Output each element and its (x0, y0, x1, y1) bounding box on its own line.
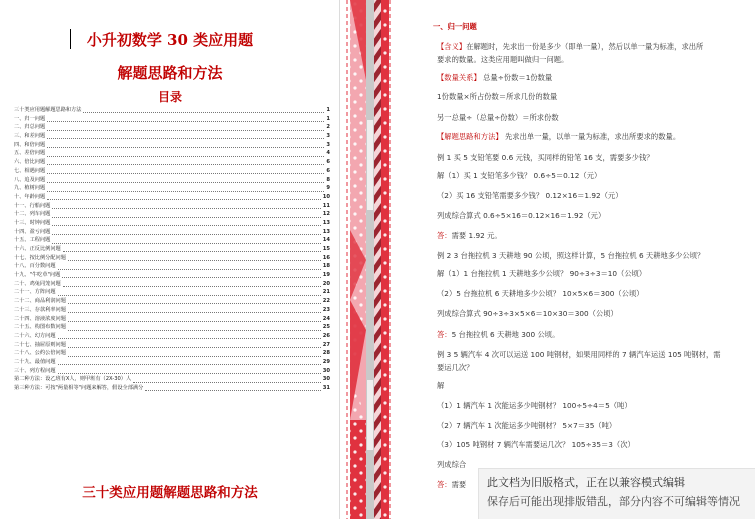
toc-leader-dots (47, 194, 321, 200)
ribbon-graphic (340, 0, 395, 519)
answer-label: 答： (437, 480, 452, 489)
toc-leader-dots (47, 133, 324, 139)
paragraph-line: （3）105 吨钢材 7 辆汽车需要运几次？ 105÷35＝3（次） (437, 440, 635, 449)
toc-entry[interactable] (14, 184, 330, 193)
toc-leader-dots (68, 325, 321, 331)
toc-entry[interactable] (14, 271, 330, 280)
toc-entry-title: 十、年龄问题 (14, 193, 46, 200)
toc-page-number: 24 (322, 315, 330, 322)
toc-heading: 目录 (157, 90, 182, 104)
toc-leader-dots (47, 186, 324, 192)
paragraph-line: 要运几次？ (437, 363, 474, 372)
toc-entry[interactable] (14, 210, 330, 219)
paragraph-line: 列成综合算式 0.6÷5×16＝0.12×16＝1.92（元） (437, 211, 606, 220)
toc-page-number: 6 (326, 167, 330, 174)
toc-leader-dots (68, 351, 321, 357)
toc-leader-dots (68, 316, 321, 322)
toc-page-number: 28 (322, 350, 330, 357)
toc-entry-title: 二十、鸡兔同笼问题 (14, 280, 61, 287)
toc-leader-dots (52, 220, 320, 226)
toc-page-number: 18 (322, 263, 330, 270)
paragraph-line: 1份数量×所占份数＝所求几份的数量 (437, 92, 558, 101)
toc-page-number: 9 (326, 185, 330, 192)
toc-page-number: 13 (322, 219, 330, 226)
toc-entry[interactable] (14, 323, 330, 332)
paragraph-line: 【含义】在解题时，先求出一份是多少（即单一量），然后以单一量为标准，求出所 (437, 42, 704, 51)
toc-leader-dots (52, 212, 320, 218)
paragraph-line: 答：需要 1.92 元。 (437, 231, 502, 240)
toc-entry[interactable] (14, 341, 330, 350)
compatibility-mode-notice[interactable] (478, 468, 755, 519)
toc-leader-dots (145, 385, 320, 391)
paragraph-line: 例 3 5 辆汽车 4 次可以运送 100 吨钢材，如果用同样的 7 辆汽车运送 105 吨钢材，需 (437, 350, 721, 359)
toc-page-number: 12 (322, 211, 330, 218)
toc-entry[interactable] (14, 358, 330, 367)
toc-leader-dots (52, 203, 320, 209)
toc-leader-dots (68, 255, 321, 261)
toc-page-number: 1 (326, 115, 330, 122)
toc-entry-title: 二、归总问题 (14, 124, 46, 131)
toc-leader-dots (47, 151, 324, 157)
toc-entry[interactable] (14, 367, 330, 376)
section-title: 三十类应用题解题思路和方法 (82, 485, 258, 501)
toc-entry-title: 二十八、公约公倍问题 (14, 350, 66, 357)
toc-leader-dots (58, 333, 321, 339)
toc-entry-title: 三十、列方程问题 (14, 367, 56, 374)
toc-leader-dots (83, 107, 324, 113)
paragraph-line: 【数量关系】 总量÷份数＝1份数量 (437, 73, 553, 82)
decorative-ribbon (340, 0, 395, 519)
toc-page-number: 1 (326, 107, 330, 113)
toc-leader-dots (62, 272, 320, 278)
toc-entry-title: 十九、"牛吃草"问题 (14, 272, 61, 279)
paragraph-line: （2）5 台拖拉机 6 天耕地多少公顷？ 10×5×6＝300（公顷） (437, 289, 644, 298)
toc-entry[interactable] (14, 245, 330, 254)
toc-leader-dots (47, 168, 324, 174)
toc-page-number: 29 (322, 358, 330, 365)
toc-page-number: 16 (322, 254, 330, 261)
text-cursor (70, 29, 71, 49)
term-label: 【解题思路和方法】 (437, 132, 503, 141)
toc-entry-title: 十五、工程问题 (14, 237, 51, 244)
toc-entry[interactable] (14, 332, 330, 341)
toc-entry[interactable] (14, 176, 330, 185)
toc-entry[interactable] (14, 149, 330, 158)
toc-leader-dots (68, 307, 321, 313)
toc-entry[interactable] (14, 315, 330, 324)
toc-leader-dots (47, 116, 324, 122)
paragraph-line: 另一总量÷（总量÷份数）＝所求份数 (437, 113, 559, 122)
paragraph-line: 列成综合 (437, 460, 467, 469)
paragraph-line: 【解题思路和方法】 先求出单一量，以单一量为标准，求出所要求的数量。 (437, 132, 681, 141)
toc-leader-dots (58, 290, 321, 296)
toc-entry-title: 七、相遇问题 (14, 167, 46, 174)
paragraph-line: （1）1 辆汽车 1 次能运多少吨钢材？ 100÷5÷4＝5（吨） (437, 401, 632, 410)
toc-entry[interactable] (14, 297, 330, 306)
toc-entry-title: 一、归一问题 (14, 115, 46, 122)
toc-entry-title: 十六、正反比例问题 (14, 246, 61, 252)
paragraph-line: 答：5 台拖拉机 6 天耕地 300 公顷。 (437, 330, 560, 339)
toc-page-number: 4 (326, 150, 330, 157)
toc-leader-dots (52, 238, 320, 244)
toc-page-number: 14 (322, 237, 330, 244)
toc-entry[interactable] (14, 228, 330, 237)
toc-leader-dots (47, 177, 324, 183)
toc-entry-title: 十三、时钟问题 (14, 219, 51, 226)
toc-page-number: 11 (322, 202, 330, 209)
toc-page-number: 6 (326, 159, 330, 166)
toc-page-number: 15 (322, 246, 330, 252)
toc-page-number: 30 (322, 367, 330, 374)
toc-page-number: 3 (326, 133, 330, 140)
toc-entry[interactable] (14, 219, 330, 228)
term-label: 【数量关系】 (437, 73, 481, 82)
toc-page-number: 19 (322, 272, 330, 279)
toc-entry[interactable] (14, 375, 330, 384)
toc-leader-dots (47, 159, 324, 165)
toc-entry[interactable] (14, 288, 330, 297)
toc-entry[interactable] (14, 106, 330, 115)
toc-entry-title: 十二、列车问题 (14, 211, 51, 218)
toc-leader-dots (68, 298, 321, 304)
toc-page-number: 30 (322, 376, 330, 383)
toc-entry-title: 十八、百分数问题 (14, 263, 56, 270)
toc-entry-title: 五、差倍问题 (14, 150, 46, 157)
toc-entry-title: 九、植树问题 (14, 185, 46, 192)
paragraph-line: 解 (437, 381, 445, 390)
toc-leader-dots (63, 246, 321, 252)
toc-entry-title: 三十类应用题解题思路和方法 (14, 107, 82, 113)
toc-leader-dots (58, 359, 321, 365)
toc-leader-dots (47, 142, 324, 148)
toc-leader-dots (133, 377, 321, 383)
document-page-left (0, 0, 340, 519)
toc-page-number: 8 (326, 176, 330, 183)
paragraph-line: 解（1）买 1 支铅笔多少钱？ 0.6÷5＝0.12（元） (437, 171, 602, 180)
toc-entry-title: 第二种方法：设乙班有X人，则甲班有（2X-30）人 (14, 376, 132, 383)
notice-title: 此文档为旧版格式，正在以兼容模式编辑 (487, 476, 685, 489)
toc-page-number: 23 (322, 306, 330, 313)
toc-page-number: 10 (322, 193, 330, 200)
toc-page-number: 25 (322, 324, 330, 331)
toc-entry[interactable] (14, 236, 330, 245)
toc-entry[interactable] (14, 349, 330, 358)
toc-entry[interactable] (14, 115, 330, 124)
document-subtitle: 解题思路和方法 (117, 64, 223, 82)
paragraph-line: 要求的数量。这类应用题叫做归一问题。 (437, 55, 569, 64)
toc-entry-title: 二十五、构图布数问题 (14, 324, 66, 331)
toc-entry-title: 二十二、商品利润问题 (14, 298, 66, 305)
toc-page-number: 21 (322, 289, 330, 296)
document-page-right (395, 0, 755, 519)
toc-entry[interactable] (14, 167, 330, 176)
toc-entry-title: 二十九、最值问题 (14, 358, 56, 365)
paragraph-line: （2）买 16 支铅笔需要多少钱？ 0.12×16＝1.92（元） (437, 191, 623, 200)
toc-page-number: 20 (322, 280, 330, 287)
toc-entry[interactable] (14, 141, 330, 150)
toc-page-number: 13 (322, 228, 330, 235)
toc-page-number: 22 (322, 298, 330, 305)
term-label: 【含义】 (437, 42, 467, 51)
toc-entry[interactable] (14, 280, 330, 289)
toc-entry[interactable] (14, 123, 330, 132)
answer-label: 答： (437, 330, 452, 339)
toc-page-number: 3 (326, 141, 330, 148)
toc-leader-dots (52, 229, 320, 235)
paragraph-line: 例 1 买 5 支铅笔要 0.6 元钱，买同样的铅笔 16 支，需要多少钱？ (437, 153, 654, 162)
toc-entry-title: 四、和倍问题 (14, 141, 46, 148)
toc-leader-dots (58, 264, 321, 270)
paragraph-line: 例 2 3 台拖拉机 3 天耕地 90 公顷，照这样计算，5 台拖拉机 6 天耕地多少公顷？ (437, 251, 705, 260)
toc-entry[interactable] (14, 384, 330, 393)
paragraph-line: 列成综合算式 90÷3÷3×5×6＝10×30＝300（公顷） (437, 309, 618, 318)
toc-entry-title: 二十七、抽屉原则问题 (14, 341, 66, 348)
toc-page-number: 31 (322, 385, 330, 391)
toc-entry-title: 六、倍比问题 (14, 159, 46, 166)
toc-entry[interactable] (14, 193, 330, 202)
toc-entry-title: 二十三、存款利率问题 (14, 306, 66, 313)
toc-entry-title: 二十六、幻方问题 (14, 332, 56, 339)
paragraph-line: （2）7 辆汽车 1 次能运多少吨钢材？ 5×7＝35（吨） (437, 421, 617, 430)
toc-entry[interactable] (14, 132, 330, 141)
toc-entry-title: 第三种方法：可按"两量相等"问题来解答，假设全部满分 (14, 385, 144, 391)
notice-detail: 保存后可能出现排版错乱，部分内容不可编辑等情况 (487, 495, 740, 508)
toc-entry-title: 十一、行船问题 (14, 202, 51, 209)
paragraph-line: 答：需要 (437, 480, 467, 489)
toc-leader-dots (47, 125, 324, 131)
toc-entry-title: 十七、按比例分配问题 (14, 254, 66, 261)
toc-entry[interactable] (14, 158, 330, 167)
toc-entry-title: 十四、盈亏问题 (14, 228, 51, 235)
toc-entry[interactable] (14, 254, 330, 263)
toc-entry[interactable] (14, 262, 330, 271)
toc-entry-title: 八、追及问题 (14, 176, 46, 183)
toc-entry-title: 二十一、方阵问题 (14, 289, 56, 296)
toc-leader-dots (68, 342, 321, 348)
table-of-contents (14, 106, 330, 393)
toc-page-number: 27 (322, 341, 330, 348)
document-title: 小升初数学 30 类应用题 (86, 31, 254, 49)
toc-entry-title: 二十四、溶液浓度问题 (14, 315, 66, 322)
answer-label: 答： (437, 231, 452, 240)
toc-entry[interactable] (14, 202, 330, 211)
toc-entry[interactable] (14, 306, 330, 315)
toc-page-number: 2 (326, 124, 330, 131)
paragraph-line: 一、归一问题 (433, 22, 477, 31)
toc-page-number: 26 (322, 332, 330, 339)
toc-leader-dots (58, 368, 321, 374)
toc-entry-title: 三、和差问题 (14, 133, 46, 140)
paragraph-line: 解（1）1 台拖拉机 1 天耕地多少公顷？ 90÷3÷3＝10（公顷） (437, 269, 647, 278)
toc-leader-dots (63, 281, 321, 287)
